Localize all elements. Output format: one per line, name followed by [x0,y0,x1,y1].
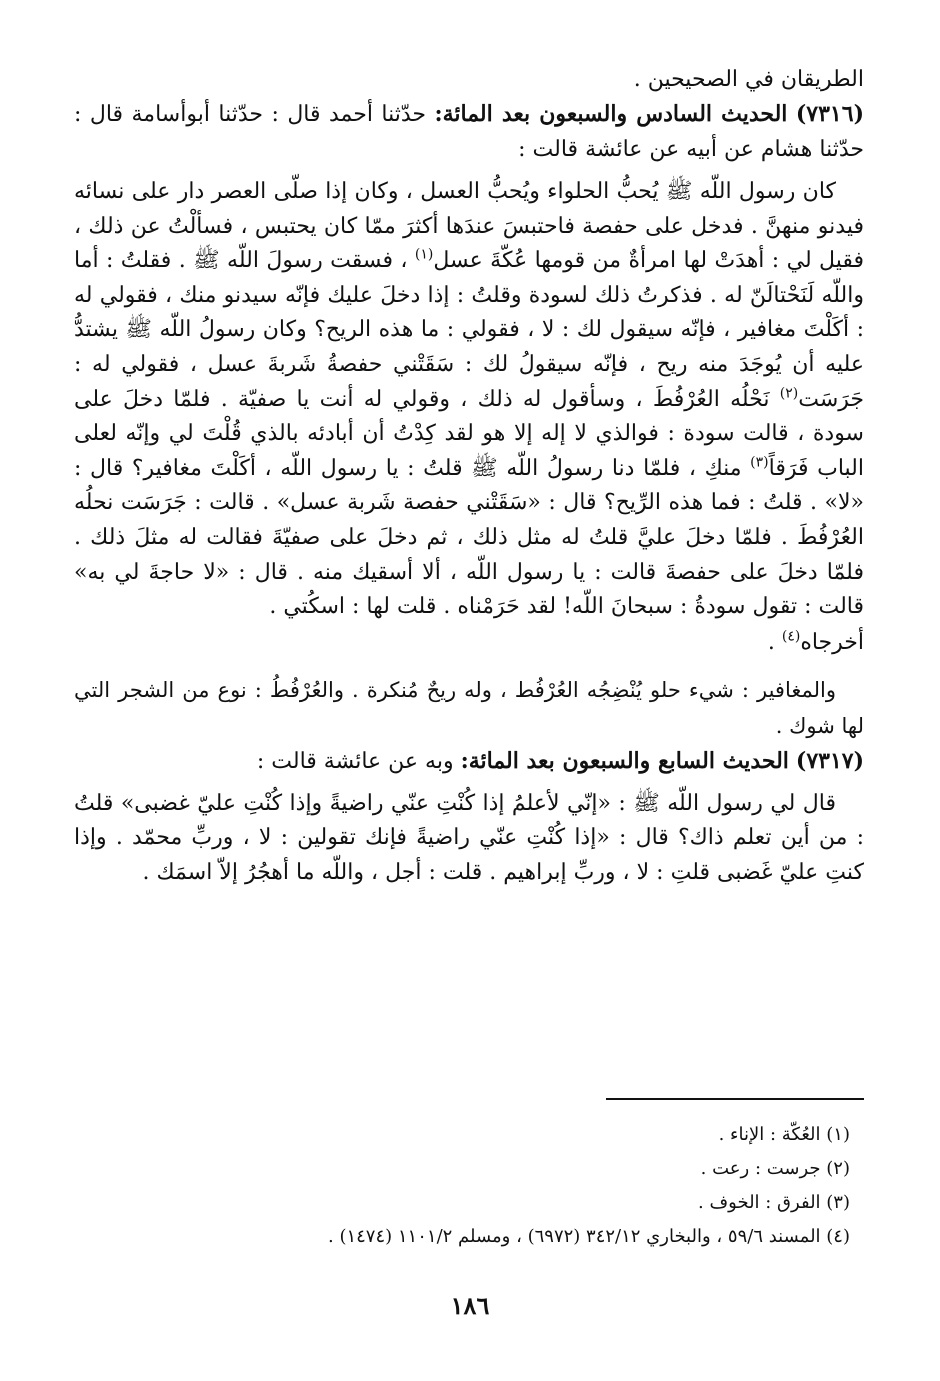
hadith-7317-number: (٧٣١٧) [795,747,864,774]
footnote-ref-4: (٤) [781,628,801,645]
footnotes [90,1118,850,1254]
footnote-ref-3: (٣) [750,454,769,471]
hadith-7317-isnad: وبه عن عائشة قالت : [256,748,454,774]
hadith-7316-text-part4: منكِ ، فلمّا دنا رسولُ اللّه ﷺ قلتُ : يا رسول اللّه ، أكَلْتَ مغافير؟ قال : «لا» . قلتُ : فما هذه الرِّيح؟ قال : «سَقَتْني حفصة شَربة عسل» . قالت : جَرَسَت نحلُه العُرْفُطَ . فلمّا دخلَ عليَّ قلتُ له مثل ذلك ، ثم دخلَ على صفيّةَ فقالت له مثلَ ذلك . فلمّا دخلَ على حفصةَ قالت : يا رسول اللّه ، ألا أسقيك منه . قال : «لا حاجةَ لي به» قالت : تقول سودةُ : سبحانَ اللّه! لقد حَرَمْناه . قلت لها : اسكُتي . [74,455,864,620]
takhrij-end: . [767,629,775,655]
footnote-3: (٣) الفرق : الخوف . [698,1192,850,1213]
footnote-divider [606,1098,864,1100]
hadith-7317-header [74,744,864,779]
hadith-7316-takhrij [74,625,864,660]
hadith-7317-title: الحديث السابع والسبعون بعد المائة: [460,747,789,774]
page-body [74,62,864,891]
hadith-7316-gloss: والمغافير : شيء حلو يُنْضِجُه العُرْفُط ، وله ريحٌ مُنكرة . والعُرْفُطُ : نوع من الشجر التي لها شوك . [74,677,864,738]
footnote-ref-1: (١) [414,246,434,263]
takhrij-text: أخرجاه [800,629,864,655]
hadith-7316-number: (٧٣١٦) [795,101,864,127]
footnote-ref-2: (٢) [779,385,799,402]
hadith-7316-header [74,97,864,167]
hadith-7316-text [74,175,864,625]
hadith-7316-text-part2: ، فسقت رسولَ اللّه ﷺ . فقلتُ : أما واللّه لَنَحْتالَنّ له . فذكرتُ ذلك لسودة وقلتُ : إذا دخلَ عليك فإنّه سيدنو منك ، فقولي له : أكَلْتَ مغافير ، فإنّه سيقول لك : لا ، فقولي : ما هذه الريح؟ وكان رسولُ اللّه ﷺ يشتدُّ عليه أن يُوجَدَ منه ريح ، فإنّه سيقولُ لك : سَقَتْني حفصةُ شَربةَ عسل ، فقولي له : جَرَسَت [74,248,865,412]
footnote-2: (٢) جرست : رعت . [700,1158,850,1179]
hadith-7316-isnad: حدّثنا أحمد قال : حدّثنا أبوأسامة قال : حدّثنا هشام عن أبيه عن عائشة قالت : [74,102,864,162]
footnote-1: (١) العُكّة : الإناء . [718,1124,850,1145]
continuation-line: الطريقان في الصحيحين . [633,67,864,92]
page-number: ١٨٦ [450,1291,490,1320]
hadith-7317-text: قال لي رسول اللّه ﷺ : «إنّي لأعلمُ إذا كُنْتِ عنّي راضيةً وإذا كُنْتِ عليّ غضبى» قلتُ : من أين تعلم ذاك؟ قال : «إذا كُنْتِ عنّي راضيةً فإنك تقولين : لا ، وربِّ محمّد . وإذا كنتِ عليّ غَضبى قلتِ : لا ، وربِّ إبراهيم . قلت : أجل ، واللّه ما أهجُرُ إلاّ اسمَك . [74,790,864,885]
hadith-7316-text-part1: كان رسول اللّه ﷺ يُحبُّ الحلواء ويُحبُّ العسل ، وكان إذا صلّى العصر دار على نسائه فيدنو منهنَّ . فدخل على حفصة فاحتبسَ عندَها أكثرَ ممّا كان يحتبس ، فسألْتُ عن ذلك ، فقيل لي : أهدَتْ لها امرأةٌ من قومها عُكّةَ عسل [74,179,864,274]
footnote-4: (٤) المسند ٥٩/٦ ، والبخاري ٣٤٢/١٢ (٦٩٧٢) ، ومسلم ١١٠١/٢ (١٤٧٤) . [328,1226,850,1247]
hadith-7316-title: الحديث السادس والسبعون بعد المائة: [434,101,788,127]
hadith-7316-text-part3: نَحْلُه العُرْفُطَ ، وسأقول له ذلك ، وقولي له أنت يا صفيّة . فلمّا دخلَ على سودة ، قالت سودة : فوالذي لا إله إلا هو لقد كِدْتُ أن أبادئه بالذي قُلْتَ لي وإنّه لعلى الباب فَرَقاً [74,386,864,481]
